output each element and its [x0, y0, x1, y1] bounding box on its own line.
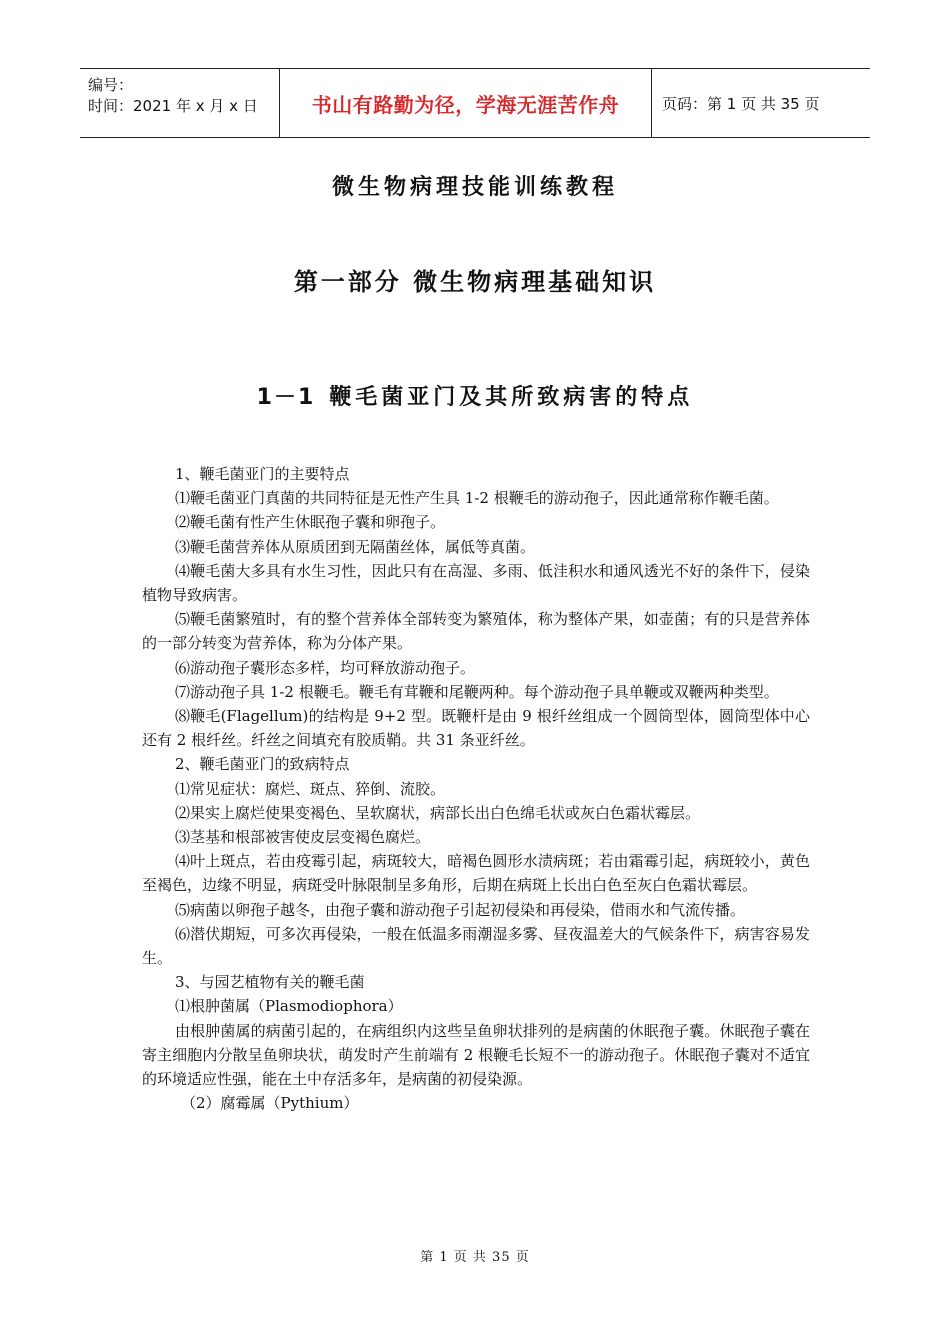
section-heading	[0, 380, 950, 411]
page-info: 页码：第 1 页 共 35 页	[662, 94, 820, 113]
part-title: 第一部分 微生物病理基础知识	[293, 267, 657, 296]
page-info-cell	[652, 69, 870, 137]
body-text	[142, 462, 810, 1115]
paragraph: ⑸鞭毛菌繁殖时，有的整个营养体全部转变为繁殖体，称为整体产果，如壶菌；有的只是营养体的一部分转变为营养体，称为分体产果。	[142, 610, 810, 653]
page-footer: 第 1 页 共 35 页	[420, 1250, 530, 1265]
number-label: 编号：	[88, 76, 134, 94]
motto-cell	[280, 69, 652, 137]
paragraph: 2、鞭毛菌亚门的致病特点	[175, 755, 350, 774]
paragraph: 由根肿菌属的病菌引起的，在病组织内这些呈鱼卵状排列的是病菌的休眠孢子囊。休眠孢子囊在寄主细胞内分散呈鱼卵块状，萌发时产生前端有 2 根鞭毛长短不一的游动孢子。休眠孢子囊对不适宜的环境适应性强，能在土中存活多年，是病菌的初侵染源。	[142, 1021, 810, 1089]
paragraph: ⑸病菌以卵孢子越冬，由孢子囊和游动孢子引起初侵染和再侵染，借雨水和气流传播。	[175, 900, 746, 919]
section-title: 鞭毛菌亚门及其所致病害的特点	[329, 384, 694, 410]
paragraph: （2）腐霉属（Pythium）	[181, 1094, 359, 1113]
paragraph: ⑴鞭毛菌亚门真菌的共同特征是无性产生具 1-2 根鞭毛的游动孢子，因此通常称作鞭毛菌。	[175, 489, 779, 508]
paragraph: ⑴常见症状：腐烂、斑点、猝倒、流胶。	[175, 779, 446, 798]
paragraph: ⑺游动孢子具 1-2 根鞭毛。鞭毛有茸鞭和尾鞭两种。每个游动孢子具单鞭或双鞭两种类型。	[175, 682, 779, 701]
time-label: 时间：2021 年 x 月 x 日	[88, 97, 258, 115]
main-title: 微生物病理技能训练教程	[331, 174, 618, 200]
paragraph: ⑶茎基和根部被害使皮层变褐色腐烂。	[175, 828, 431, 847]
header-meta-cell	[80, 69, 280, 137]
motto-text: 书山有路勤为径，学海无涯苦作舟	[311, 92, 620, 117]
paragraph: ⑹潜伏期短，可多次再侵染，一般在低温多雨潮湿多雾、昼夜温差大的气候条件下，病害容易发生。	[142, 924, 810, 968]
paragraph: ⑵果实上腐烂使果变褐色、呈软腐状，病部长出白色绵毛状或灰白色霜状霉层。	[175, 803, 701, 822]
paragraph: ⑻鞭毛(Flagellum)的结构是 9+2 型。既鞭杆是由 9 根纤丝组成一个圆筒型体，圆筒型体中心还有 2 根纤丝。纤丝之间填充有胶质鞘。共 31 条亚纤丝。	[142, 707, 810, 750]
paragraph: ⑴根肿菌属（Plasmodiophora）	[175, 997, 403, 1016]
paragraph: ⑷鞭毛菌大多具有水生习性，因此只有在高湿、多雨、低洼积水和通风透光不好的条件下，侵染植物导致病害。	[142, 561, 810, 605]
paragraph: ⑶鞭毛菌营养体从原质团到无隔菌丝体，属低等真菌。	[175, 537, 536, 556]
paragraph: 3、与园艺植物有关的鞭毛菌	[175, 973, 365, 992]
paragraph: 1、鞭毛菌亚门的主要特点	[175, 465, 350, 483]
paragraph: ⑹游动孢子囊形态多样，均可释放游动孢子。	[175, 658, 476, 677]
header-table	[80, 68, 870, 138]
paragraph: ⑵鞭毛菌有性产生休眠孢子囊和卵孢子。	[175, 513, 446, 532]
section-number: 1－1	[256, 385, 316, 410]
paragraph: ⑷叶上斑点，若由疫霉引起，病斑较大，暗褐色圆形水渍病斑；若由霜霉引起，病斑较小，黄色至褐色，边缘不明显，病斑受叶脉限制呈多角形，后期在病斑上长出白色至灰白色霜状霉层。	[142, 852, 810, 895]
